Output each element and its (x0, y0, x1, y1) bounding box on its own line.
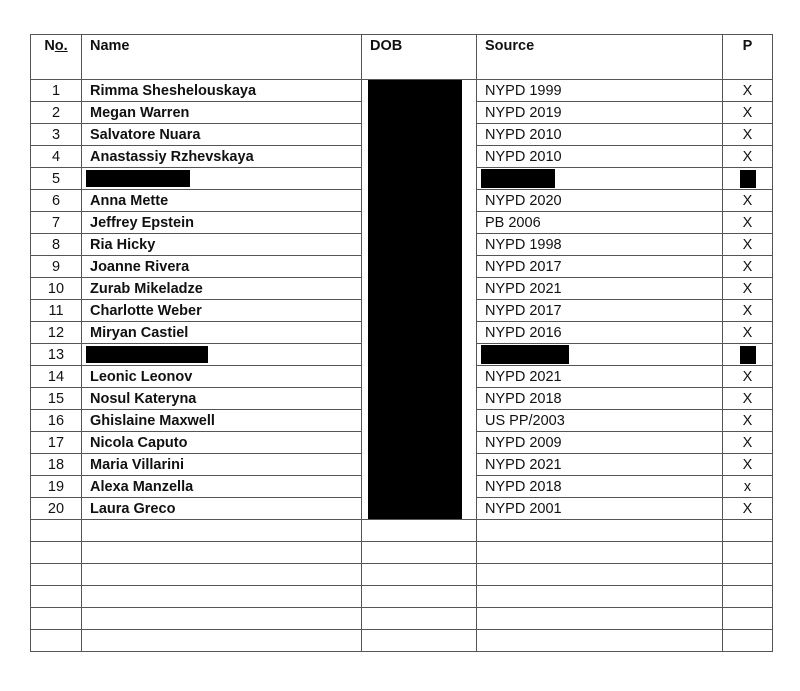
empty-cell (362, 586, 477, 608)
row-number: 18 (31, 454, 82, 476)
empty-cell (82, 586, 362, 608)
person-name: Anastassiy Rzhevskaya (82, 146, 362, 168)
row-number: 8 (31, 234, 82, 256)
table-row (31, 80, 773, 102)
row-number: 2 (31, 102, 82, 124)
person-name: Charlotte Weber (82, 300, 362, 322)
row-number: 9 (31, 256, 82, 278)
person-name: Zurab Mikeladze (82, 278, 362, 300)
empty-cell (477, 542, 723, 564)
person-name: Ghislaine Maxwell (82, 410, 362, 432)
source-cell: NYPD 2017 (477, 256, 723, 278)
redaction-block (86, 346, 208, 363)
empty-cell (82, 564, 362, 586)
source-cell: US PP/2003 (477, 410, 723, 432)
p-mark: X (723, 388, 773, 410)
empty-row (31, 630, 773, 652)
empty-cell (82, 520, 362, 542)
source-cell: NYPD 2010 (477, 146, 723, 168)
records-table (30, 34, 773, 652)
empty-cell (31, 608, 82, 630)
row-number: 5 (31, 168, 82, 190)
empty-cell (31, 630, 82, 652)
header-source: Source (477, 35, 723, 80)
row-number: 16 (31, 410, 82, 432)
person-name: Leonic Leonov (82, 366, 362, 388)
redacted-p (723, 344, 773, 366)
source-cell: NYPD 2010 (477, 124, 723, 146)
p-mark: X (723, 190, 773, 212)
source-cell: NYPD 2017 (477, 300, 723, 322)
source-cell: NYPD 2021 (477, 278, 723, 300)
p-mark: X (723, 366, 773, 388)
empty-cell (31, 564, 82, 586)
empty-row (31, 608, 773, 630)
p-mark: x (723, 476, 773, 498)
empty-row (31, 564, 773, 586)
p-mark: X (723, 124, 773, 146)
p-mark: X (723, 80, 773, 102)
redacted-name (82, 344, 362, 366)
empty-cell (477, 520, 723, 542)
person-name: Alexa Manzella (82, 476, 362, 498)
person-name: Anna Mette (82, 190, 362, 212)
row-number: 1 (31, 80, 82, 102)
dob-redaction-block (368, 80, 462, 520)
dob-cell (362, 80, 477, 520)
empty-cell (31, 520, 82, 542)
empty-cell (362, 608, 477, 630)
empty-cell (723, 630, 773, 652)
person-name: Megan Warren (82, 102, 362, 124)
source-cell: NYPD 2018 (477, 388, 723, 410)
source-cell: NYPD 2009 (477, 432, 723, 454)
person-name: Nicola Caputo (82, 432, 362, 454)
empty-cell (82, 542, 362, 564)
p-mark: X (723, 256, 773, 278)
empty-cell (723, 586, 773, 608)
person-name: Rimma Sheshelouskaya (82, 80, 362, 102)
row-number: 19 (31, 476, 82, 498)
source-cell: NYPD 2018 (477, 476, 723, 498)
redaction-block (86, 170, 190, 187)
header-p: P (723, 35, 773, 80)
p-mark: X (723, 278, 773, 300)
source-cell: NYPD 2016 (477, 322, 723, 344)
redaction-block (740, 346, 756, 364)
empty-cell (362, 542, 477, 564)
row-number: 6 (31, 190, 82, 212)
row-number: 13 (31, 344, 82, 366)
person-name: Salvatore Nuara (82, 124, 362, 146)
empty-cell (82, 630, 362, 652)
redaction-block (740, 170, 756, 188)
source-cell: NYPD 2021 (477, 366, 723, 388)
header-row (31, 35, 773, 80)
row-number: 20 (31, 498, 82, 520)
empty-row (31, 520, 773, 542)
row-number: 7 (31, 212, 82, 234)
empty-row (31, 542, 773, 564)
empty-cell (723, 542, 773, 564)
header-number (31, 35, 82, 80)
source-cell: NYPD 2019 (477, 102, 723, 124)
row-number: 15 (31, 388, 82, 410)
row-number: 10 (31, 278, 82, 300)
p-mark: X (723, 410, 773, 432)
empty-cell (362, 520, 477, 542)
row-number: 12 (31, 322, 82, 344)
source-cell: NYPD 2021 (477, 454, 723, 476)
person-name: Maria Villarini (82, 454, 362, 476)
p-mark: X (723, 212, 773, 234)
p-mark: X (723, 102, 773, 124)
person-name: Nosul Kateryna (82, 388, 362, 410)
person-name: Joanne Rivera (82, 256, 362, 278)
p-mark: X (723, 432, 773, 454)
row-number: 14 (31, 366, 82, 388)
empty-cell (362, 630, 477, 652)
row-number: 3 (31, 124, 82, 146)
redacted-p (723, 168, 773, 190)
p-mark: X (723, 498, 773, 520)
empty-cell (723, 520, 773, 542)
redacted-source (477, 344, 723, 366)
header-number-sub: o. (54, 38, 68, 54)
source-cell: PB 2006 (477, 212, 723, 234)
p-mark: X (723, 454, 773, 476)
empty-cell (362, 564, 477, 586)
empty-cell (477, 564, 723, 586)
source-cell: NYPD 2020 (477, 190, 723, 212)
empty-cell (82, 608, 362, 630)
redacted-source (477, 168, 723, 190)
empty-cell (31, 586, 82, 608)
empty-cell (723, 608, 773, 630)
row-number: 11 (31, 300, 82, 322)
person-name: Miryan Castiel (82, 322, 362, 344)
person-name: Ria Hicky (82, 234, 362, 256)
row-number: 17 (31, 432, 82, 454)
redaction-block (481, 169, 555, 188)
row-number: 4 (31, 146, 82, 168)
empty-cell (31, 542, 82, 564)
header-name: Name (82, 35, 362, 80)
redacted-name (82, 168, 362, 190)
empty-cell (477, 608, 723, 630)
empty-cell (477, 630, 723, 652)
person-name: Jeffrey Epstein (82, 212, 362, 234)
empty-cell (477, 586, 723, 608)
p-mark: X (723, 234, 773, 256)
source-cell: NYPD 2001 (477, 498, 723, 520)
header-dob: DOB (362, 35, 477, 80)
source-cell: NYPD 1998 (477, 234, 723, 256)
p-mark: X (723, 322, 773, 344)
p-mark: X (723, 300, 773, 322)
person-name: Laura Greco (82, 498, 362, 520)
empty-cell (723, 564, 773, 586)
empty-row (31, 586, 773, 608)
p-mark: X (723, 146, 773, 168)
source-cell: NYPD 1999 (477, 80, 723, 102)
redaction-block (481, 345, 569, 364)
header-number-main: N (44, 38, 55, 54)
